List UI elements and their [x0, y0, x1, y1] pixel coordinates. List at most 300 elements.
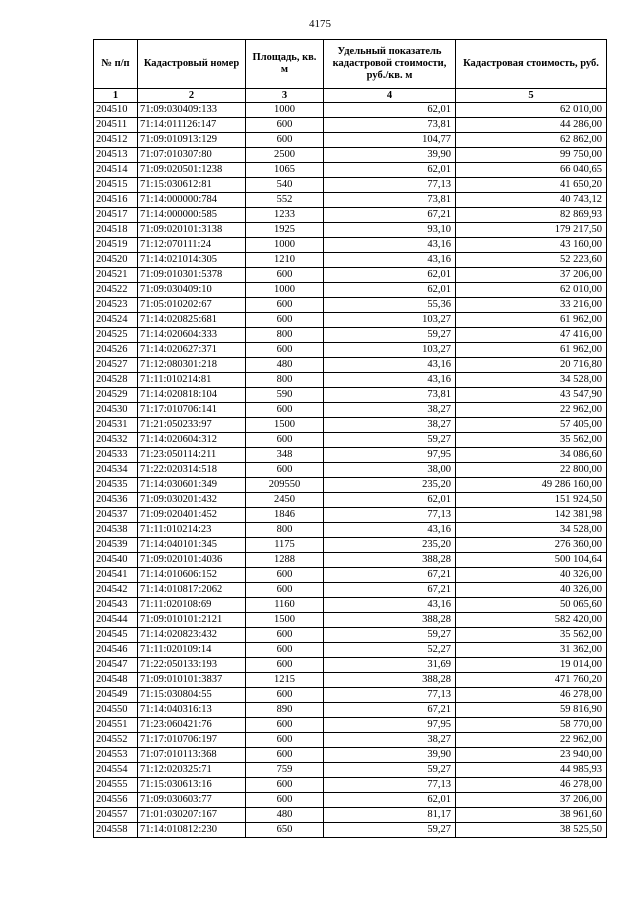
- table-row: [94, 358, 607, 373]
- area-cell: 1215: [246, 673, 324, 688]
- area-cell: 480: [246, 358, 324, 373]
- header-unit-value: Удельный показатель кадастровой стоимости, руб./кв. м: [324, 40, 456, 89]
- table-row: [94, 253, 607, 268]
- unit-value-cell: 59,27: [324, 328, 456, 343]
- header-cadastral-value: Кадастровая стоимость, руб.: [456, 40, 607, 89]
- area-cell: 800: [246, 328, 324, 343]
- cadastral-value-cell: 61 962,00: [456, 343, 607, 358]
- area-cell: 600: [246, 268, 324, 283]
- unit-value-cell: 38,27: [324, 403, 456, 418]
- cadastral-number-cell: 71:14:020823:432: [138, 628, 246, 643]
- table-row: [94, 283, 607, 298]
- cadastral-number-cell: 71:14:000000:784: [138, 193, 246, 208]
- cadastral-value-cell: 40 743,12: [456, 193, 607, 208]
- cadastral-value-cell: 40 326,00: [456, 568, 607, 583]
- cadastral-number-cell: 71:09:020101:3138: [138, 223, 246, 238]
- row-number-cell: 204516: [94, 193, 138, 208]
- area-cell: 600: [246, 463, 324, 478]
- cadastral-number-cell: 71:23:060421:76: [138, 718, 246, 733]
- row-number-cell: 204532: [94, 433, 138, 448]
- area-cell: 600: [246, 583, 324, 598]
- table-row: [94, 343, 607, 358]
- table-row: [94, 118, 607, 133]
- row-number-cell: 204526: [94, 343, 138, 358]
- table-row: [94, 328, 607, 343]
- row-number-cell: 204558: [94, 823, 138, 838]
- header-cadastral-number: Кадастровый номер: [138, 40, 246, 89]
- cadastral-number-cell: 71:14:020604:312: [138, 433, 246, 448]
- cadastral-number-cell: 71:14:021014:305: [138, 253, 246, 268]
- cadastral-number-cell: 71:09:030201:432: [138, 493, 246, 508]
- cadastral-number-cell: 71:12:020325:71: [138, 763, 246, 778]
- cadastral-number-cell: 71:14:000000:585: [138, 208, 246, 223]
- unit-value-cell: 93,10: [324, 223, 456, 238]
- table-row: [94, 598, 607, 613]
- row-number-cell: 204551: [94, 718, 138, 733]
- cadastral-value-cell: 142 381,98: [456, 508, 607, 523]
- unit-value-cell: 62,01: [324, 793, 456, 808]
- row-number-cell: 204528: [94, 373, 138, 388]
- column-number: 4: [324, 89, 456, 103]
- area-cell: 600: [246, 343, 324, 358]
- cadastral-number-cell: 71:15:030804:55: [138, 688, 246, 703]
- cadastral-number-cell: 71:09:030409:10: [138, 283, 246, 298]
- cadastral-value-cell: 500 104,64: [456, 553, 607, 568]
- area-cell: 890: [246, 703, 324, 718]
- unit-value-cell: 43,16: [324, 238, 456, 253]
- row-number-cell: 204531: [94, 418, 138, 433]
- table-row: [94, 568, 607, 583]
- cadastral-number-cell: 71:14:020818:104: [138, 388, 246, 403]
- unit-value-cell: 388,28: [324, 553, 456, 568]
- unit-value-cell: 62,01: [324, 103, 456, 118]
- table-row: [94, 508, 607, 523]
- table-row: [94, 163, 607, 178]
- table-body: [94, 103, 607, 838]
- area-cell: 600: [246, 433, 324, 448]
- unit-value-cell: 39,90: [324, 748, 456, 763]
- table-row: [94, 193, 607, 208]
- row-number-cell: 204512: [94, 133, 138, 148]
- area-cell: 348: [246, 448, 324, 463]
- cadastral-value-cell: 52 223,60: [456, 253, 607, 268]
- unit-value-cell: 62,01: [324, 163, 456, 178]
- area-cell: 1175: [246, 538, 324, 553]
- cadastral-value-cell: 61 962,00: [456, 313, 607, 328]
- cadastral-value-cell: 37 206,00: [456, 268, 607, 283]
- unit-value-cell: 73,81: [324, 118, 456, 133]
- cadastral-value-cell: 62 010,00: [456, 283, 607, 298]
- table-row: [94, 373, 607, 388]
- area-cell: 600: [246, 778, 324, 793]
- table-row: [94, 748, 607, 763]
- cadastral-value-cell: 34 528,00: [456, 523, 607, 538]
- row-number-cell: 204557: [94, 808, 138, 823]
- cadastral-number-cell: 71:15:030612:81: [138, 178, 246, 193]
- unit-value-cell: 67,21: [324, 703, 456, 718]
- header-row-number: № п/п: [94, 40, 138, 89]
- row-number-cell: 204520: [94, 253, 138, 268]
- table-row: [94, 208, 607, 223]
- area-cell: 759: [246, 763, 324, 778]
- header-area: Площадь, кв. м: [246, 40, 324, 89]
- table-row: [94, 553, 607, 568]
- cadastral-number-cell: 71:01:030207:167: [138, 808, 246, 823]
- cadastral-number-cell: 71:23:050114:211: [138, 448, 246, 463]
- area-cell: 600: [246, 298, 324, 313]
- unit-value-cell: 97,95: [324, 718, 456, 733]
- cadastral-number-cell: 71:09:030409:133: [138, 103, 246, 118]
- cadastral-value-cell: 33 216,00: [456, 298, 607, 313]
- area-cell: 600: [246, 718, 324, 733]
- cadastral-value-cell: 22 962,00: [456, 403, 607, 418]
- row-number-cell: 204554: [94, 763, 138, 778]
- column-number: 1: [94, 89, 138, 103]
- unit-value-cell: 77,13: [324, 778, 456, 793]
- unit-value-cell: 38,27: [324, 733, 456, 748]
- cadastral-value-cell: 59 816,90: [456, 703, 607, 718]
- cadastral-value-cell: 82 869,93: [456, 208, 607, 223]
- row-number-cell: 204511: [94, 118, 138, 133]
- row-number-cell: 204534: [94, 463, 138, 478]
- cadastral-number-cell: 71:14:010812:230: [138, 823, 246, 838]
- cadastral-number-cell: 71:22:050133:193: [138, 658, 246, 673]
- unit-value-cell: 43,16: [324, 373, 456, 388]
- cadastral-value-cell: 44 985,93: [456, 763, 607, 778]
- table-row: [94, 703, 607, 718]
- row-number-cell: 204529: [94, 388, 138, 403]
- row-number-cell: 204513: [94, 148, 138, 163]
- cadastral-value-cell: 151 924,50: [456, 493, 607, 508]
- cadastral-value-cell: 471 760,20: [456, 673, 607, 688]
- table-row: [94, 583, 607, 598]
- cadastral-value-cell: 57 405,00: [456, 418, 607, 433]
- table-row: [94, 643, 607, 658]
- cadastral-value-cell: 22 800,00: [456, 463, 607, 478]
- table-row: [94, 298, 607, 313]
- unit-value-cell: 59,27: [324, 628, 456, 643]
- cadastral-number-cell: 71:11:020108:69: [138, 598, 246, 613]
- area-cell: 600: [246, 403, 324, 418]
- row-number-cell: 204517: [94, 208, 138, 223]
- cadastral-value-cell: 20 716,80: [456, 358, 607, 373]
- cadastral-number-cell: 71:14:011126:147: [138, 118, 246, 133]
- cadastral-value-cell: 19 014,00: [456, 658, 607, 673]
- area-cell: 600: [246, 748, 324, 763]
- area-cell: 600: [246, 133, 324, 148]
- table-row: [94, 133, 607, 148]
- cadastral-value-cell: 47 416,00: [456, 328, 607, 343]
- cadastral-value-cell: 34 528,00: [456, 373, 607, 388]
- row-number-cell: 204545: [94, 628, 138, 643]
- row-number-cell: 204535: [94, 478, 138, 493]
- cadastral-number-cell: 71:07:010113:368: [138, 748, 246, 763]
- row-number-cell: 204552: [94, 733, 138, 748]
- cadastral-value-cell: 179 217,50: [456, 223, 607, 238]
- cadastral-value-cell: 35 562,00: [456, 628, 607, 643]
- unit-value-cell: 388,28: [324, 613, 456, 628]
- unit-value-cell: 67,21: [324, 583, 456, 598]
- row-number-cell: 204524: [94, 313, 138, 328]
- row-number-cell: 204530: [94, 403, 138, 418]
- table-row: [94, 658, 607, 673]
- cadastral-number-cell: 71:14:010606:152: [138, 568, 246, 583]
- cadastral-number-cell: 71:09:020501:1238: [138, 163, 246, 178]
- table-row: [94, 763, 607, 778]
- row-number-cell: 204518: [94, 223, 138, 238]
- area-cell: 600: [246, 733, 324, 748]
- unit-value-cell: 77,13: [324, 688, 456, 703]
- row-number-cell: 204548: [94, 673, 138, 688]
- unit-value-cell: 388,28: [324, 673, 456, 688]
- cadastral-value-cell: 43 547,90: [456, 388, 607, 403]
- unit-value-cell: 103,27: [324, 313, 456, 328]
- unit-value-cell: 67,21: [324, 568, 456, 583]
- row-number-cell: 204546: [94, 643, 138, 658]
- unit-value-cell: 104,77: [324, 133, 456, 148]
- row-number-cell: 204515: [94, 178, 138, 193]
- cadastral-value-cell: 276 360,00: [456, 538, 607, 553]
- area-cell: 800: [246, 373, 324, 388]
- header-row: [94, 40, 607, 89]
- column-number: 2: [138, 89, 246, 103]
- table-row: [94, 103, 607, 118]
- area-cell: 800: [246, 523, 324, 538]
- area-cell: 650: [246, 823, 324, 838]
- row-number-cell: 204547: [94, 658, 138, 673]
- row-number-cell: 204523: [94, 298, 138, 313]
- area-cell: 600: [246, 568, 324, 583]
- column-number: 3: [246, 89, 324, 103]
- table-row: [94, 223, 607, 238]
- table-row: [94, 523, 607, 538]
- cadastral-value-cell: 49 286 160,00: [456, 478, 607, 493]
- cadastral-number-cell: 71:05:010202:67: [138, 298, 246, 313]
- cadastral-number-cell: 71:09:020101:4036: [138, 553, 246, 568]
- cadastral-number-cell: 71:14:020604:333: [138, 328, 246, 343]
- row-number-cell: 204536: [94, 493, 138, 508]
- cadastral-value-cell: 35 562,00: [456, 433, 607, 448]
- cadastral-value-cell: 43 160,00: [456, 238, 607, 253]
- table-row: [94, 778, 607, 793]
- unit-value-cell: 235,20: [324, 538, 456, 553]
- table-row: [94, 628, 607, 643]
- row-number-cell: 204519: [94, 238, 138, 253]
- cadastral-number-cell: 71:21:050233:97: [138, 418, 246, 433]
- table-row: [94, 268, 607, 283]
- row-number-cell: 204553: [94, 748, 138, 763]
- area-cell: 1500: [246, 418, 324, 433]
- row-number-cell: 204539: [94, 538, 138, 553]
- row-number-cell: 204540: [94, 553, 138, 568]
- cadastral-value-cell: 99 750,00: [456, 148, 607, 163]
- area-cell: 600: [246, 793, 324, 808]
- area-cell: 1925: [246, 223, 324, 238]
- table-row: [94, 808, 607, 823]
- area-cell: 1000: [246, 238, 324, 253]
- area-cell: 600: [246, 118, 324, 133]
- area-cell: 600: [246, 628, 324, 643]
- cadastral-number-cell: 71:11:010214:23: [138, 523, 246, 538]
- table-row: [94, 238, 607, 253]
- table-row: [94, 433, 607, 448]
- table-row: [94, 793, 607, 808]
- table-row: [94, 493, 607, 508]
- area-cell: 590: [246, 388, 324, 403]
- row-number-cell: 204555: [94, 778, 138, 793]
- area-cell: 600: [246, 313, 324, 328]
- table-row: [94, 463, 607, 478]
- cadastral-number-cell: 71:14:040101:345: [138, 538, 246, 553]
- unit-value-cell: 43,16: [324, 253, 456, 268]
- unit-value-cell: 73,81: [324, 388, 456, 403]
- cadastral-value-cell: 34 086,60: [456, 448, 607, 463]
- cadastral-number-cell: 71:09:010913:129: [138, 133, 246, 148]
- cadastral-value-table: [93, 39, 607, 838]
- cadastral-value-cell: 46 278,00: [456, 778, 607, 793]
- cadastral-number-cell: 71:22:020314:518: [138, 463, 246, 478]
- area-cell: 600: [246, 643, 324, 658]
- area-cell: 2500: [246, 148, 324, 163]
- cadastral-value-cell: 31 362,00: [456, 643, 607, 658]
- area-cell: 2450: [246, 493, 324, 508]
- row-number-cell: 204527: [94, 358, 138, 373]
- area-cell: 1500: [246, 613, 324, 628]
- cadastral-number-cell: 71:07:010307:80: [138, 148, 246, 163]
- cadastral-value-cell: 50 065,60: [456, 598, 607, 613]
- unit-value-cell: 62,01: [324, 268, 456, 283]
- cadastral-number-cell: 71:12:080301:218: [138, 358, 246, 373]
- cadastral-value-cell: 23 940,00: [456, 748, 607, 763]
- area-cell: 1233: [246, 208, 324, 223]
- unit-value-cell: 77,13: [324, 178, 456, 193]
- cadastral-value-cell: 582 420,00: [456, 613, 607, 628]
- table-row: [94, 148, 607, 163]
- cadastral-number-cell: 71:15:030613:16: [138, 778, 246, 793]
- table-row: [94, 538, 607, 553]
- unit-value-cell: 38,00: [324, 463, 456, 478]
- area-cell: 600: [246, 658, 324, 673]
- cadastral-number-cell: 71:11:020109:14: [138, 643, 246, 658]
- cadastral-number-cell: 71:14:030601:349: [138, 478, 246, 493]
- row-number-cell: 204543: [94, 598, 138, 613]
- table-row: [94, 733, 607, 748]
- unit-value-cell: 62,01: [324, 493, 456, 508]
- table-row: [94, 673, 607, 688]
- cadastral-number-cell: 71:14:010817:2062: [138, 583, 246, 598]
- cadastral-value-cell: 22 962,00: [456, 733, 607, 748]
- cadastral-value-cell: 40 326,00: [456, 583, 607, 598]
- unit-value-cell: 59,27: [324, 763, 456, 778]
- unit-value-cell: 77,13: [324, 508, 456, 523]
- area-cell: 540: [246, 178, 324, 193]
- cadastral-number-cell: 71:17:010706:141: [138, 403, 246, 418]
- area-cell: 1160: [246, 598, 324, 613]
- table-row: [94, 823, 607, 838]
- unit-value-cell: 59,27: [324, 433, 456, 448]
- cadastral-number-cell: 71:14:020627:371: [138, 343, 246, 358]
- table-row: [94, 478, 607, 493]
- row-number-cell: 204533: [94, 448, 138, 463]
- unit-value-cell: 43,16: [324, 598, 456, 613]
- unit-value-cell: 31,69: [324, 658, 456, 673]
- cadastral-value-cell: 41 650,20: [456, 178, 607, 193]
- cadastral-number-cell: 71:09:030603:77: [138, 793, 246, 808]
- area-cell: 209550: [246, 478, 324, 493]
- area-cell: 1846: [246, 508, 324, 523]
- cadastral-number-cell: 71:17:010706:197: [138, 733, 246, 748]
- row-number-cell: 204537: [94, 508, 138, 523]
- table-row: [94, 178, 607, 193]
- unit-value-cell: 43,16: [324, 523, 456, 538]
- unit-value-cell: 67,21: [324, 208, 456, 223]
- unit-value-cell: 43,16: [324, 358, 456, 373]
- row-number-cell: 204538: [94, 523, 138, 538]
- unit-value-cell: 39,90: [324, 148, 456, 163]
- column-number: 5: [456, 89, 607, 103]
- unit-value-cell: 73,81: [324, 193, 456, 208]
- unit-value-cell: 59,27: [324, 823, 456, 838]
- row-number-cell: 204541: [94, 568, 138, 583]
- cadastral-value-cell: 58 770,00: [456, 718, 607, 733]
- row-number-cell: 204514: [94, 163, 138, 178]
- cadastral-number-cell: 71:14:020825:681: [138, 313, 246, 328]
- area-cell: 1210: [246, 253, 324, 268]
- row-number-cell: 204542: [94, 583, 138, 598]
- cadastral-value-cell: 38 525,50: [456, 823, 607, 838]
- area-cell: 552: [246, 193, 324, 208]
- unit-value-cell: 97,95: [324, 448, 456, 463]
- row-number-cell: 204544: [94, 613, 138, 628]
- cadastral-value-cell: 46 278,00: [456, 688, 607, 703]
- cadastral-value-cell: 38 961,60: [456, 808, 607, 823]
- area-cell: 1065: [246, 163, 324, 178]
- cadastral-value-cell: 62 862,00: [456, 133, 607, 148]
- row-number-cell: 204549: [94, 688, 138, 703]
- unit-value-cell: 55,36: [324, 298, 456, 313]
- column-number-row: [94, 89, 607, 103]
- row-number-cell: 204525: [94, 328, 138, 343]
- unit-value-cell: 103,27: [324, 343, 456, 358]
- area-cell: 600: [246, 688, 324, 703]
- cadastral-value-cell: 62 010,00: [456, 103, 607, 118]
- row-number-cell: 204550: [94, 703, 138, 718]
- cadastral-number-cell: 71:09:010301:5378: [138, 268, 246, 283]
- cadastral-value-cell: 37 206,00: [456, 793, 607, 808]
- unit-value-cell: 235,20: [324, 478, 456, 493]
- page-number: 4175: [309, 18, 331, 30]
- cadastral-number-cell: 71:09:010101:3837: [138, 673, 246, 688]
- cadastral-value-cell: 66 040,65: [456, 163, 607, 178]
- table-row: [94, 688, 607, 703]
- table-row: [94, 313, 607, 328]
- row-number-cell: 204521: [94, 268, 138, 283]
- cadastral-number-cell: 71:09:010101:2121: [138, 613, 246, 628]
- cadastral-number-cell: 71:12:070111:24: [138, 238, 246, 253]
- row-number-cell: 204522: [94, 283, 138, 298]
- area-cell: 480: [246, 808, 324, 823]
- table-row: [94, 718, 607, 733]
- table-row: [94, 613, 607, 628]
- area-cell: 1288: [246, 553, 324, 568]
- cadastral-number-cell: 71:09:020401:452: [138, 508, 246, 523]
- area-cell: 1000: [246, 103, 324, 118]
- area-cell: 1000: [246, 283, 324, 298]
- table-row: [94, 388, 607, 403]
- table-row: [94, 448, 607, 463]
- unit-value-cell: 62,01: [324, 283, 456, 298]
- row-number-cell: 204510: [94, 103, 138, 118]
